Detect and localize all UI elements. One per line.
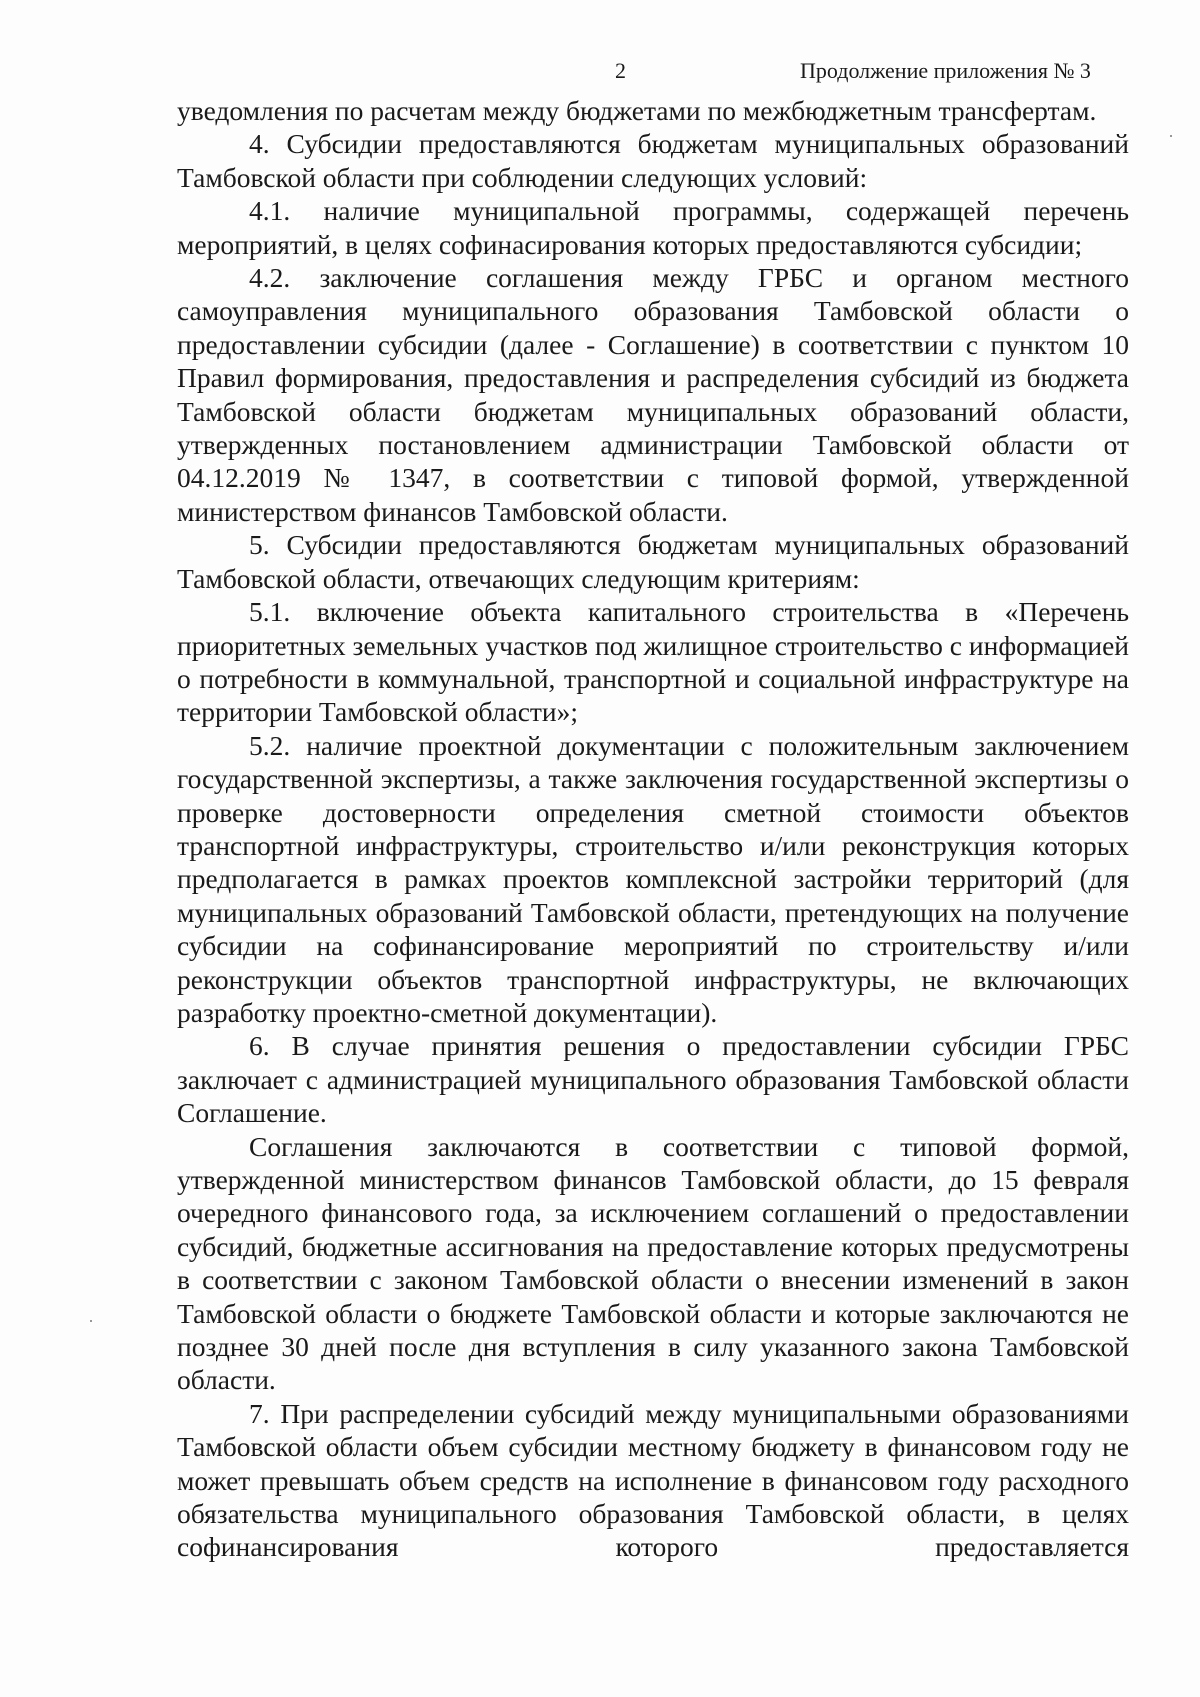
paragraph-item-4: 4. Субсидии предоставляются бюджетам муниципальных образований Тамбовской области при соблюдении следующих условий:: [177, 128, 1129, 193]
page-number: 2: [615, 58, 626, 83]
paragraph-item-7: 7. При распределении субсидий между муниципальными образованиями Тамбовской области объем субсидии местному бюджету в финансовом году не может превышать объем средств на исполнение в финансовом году расходного обязательства муниципального образования Тамбовской области, в целях софинансирования которого предоставляется: [177, 1397, 1129, 1563]
document-body: [177, 94, 1129, 1564]
scan-speck: [90, 1320, 92, 1322]
paragraph-item-5-2: 5.2. наличие проектной документации с положительным заключением государственной экспертизы, а также заключения государственной экспертизы о проверке достоверности определения сметной стоимости объектов транспортной инфраструктуры, строительство и/или реконструкция которых предполагается в рамках проектов комплексной застройки территорий (для муниципальных образований Тамбовской области, претендующих на получение субсидии на софинансирование мероприятий по строительству и/или реконструкции объектов транспортной инфраструктуры, не включающих разработку проектно-сметной документации).: [177, 729, 1129, 1028]
paragraph-item-4-1: 4.1. наличие муниципальной программы, содержащей перечень мероприятий, в целях софинасирования которых предоставляются субсидии;: [177, 195, 1129, 260]
scan-speck: [1170, 135, 1172, 137]
page-header: [0, 58, 1200, 92]
paragraph-item-6: 6. В случае принятия решения о предоставлении субсидии ГРБС заключает с администрацией муниципального образования Тамбовской области Соглашение.: [177, 1030, 1129, 1129]
paragraph-agreements: Соглашения заключаются в соответствии с типовой формой, утвержденной министерством финансов Тамбовской области, до 15 февраля очередного финансового года, за исключением соглашений о предоставлении субсидий, бюджетные ассигнования на предоставление которых предусмотрены в соответствии с законом Тамбовской области о внесении изменений в закон Тамбовской области о бюджете Тамбовской области и которые заключаются не позднее 30 дней после дня вступления в силу указанного закона Тамбовской области.: [177, 1130, 1129, 1396]
paragraph-item-4-2: 4.2. заключение соглашения между ГРБС и органом местного самоуправления муниципального образования Тамбовской области о предоставлении субсидии (далее - Соглашение) в соответствии с пунктом 10 Правил формирования, предоставления и распределения субсидий из бюджета Тамбовской области бюджетам муниципальных образований области, утвержденных постановлением администрации Тамбовской области от 04.12.2019 № 1347, в соответствии с типовой формой, утвержденной министерством финансов Тамбовской области.: [177, 262, 1129, 527]
appendix-continuation-note: Продолжение приложения № 3: [800, 58, 1091, 83]
paragraph-item-5: 5. Субсидии предоставляются бюджетам муниципальных образований Тамбовской области, отвечающих следующим критериям:: [177, 529, 1129, 594]
paragraph-continuation: уведомления по расчетам между бюджетами по межбюджетным трансфертам.: [177, 95, 1097, 126]
paragraph-item-5-1: 5.1. включение объекта капитального строительства в «Перечень приоритетных земельных участков под жилищное строительство с информацией о потребности в коммунальной, транспортной и социальной инфраструктуре на территории Тамбовской области»;: [177, 596, 1129, 728]
